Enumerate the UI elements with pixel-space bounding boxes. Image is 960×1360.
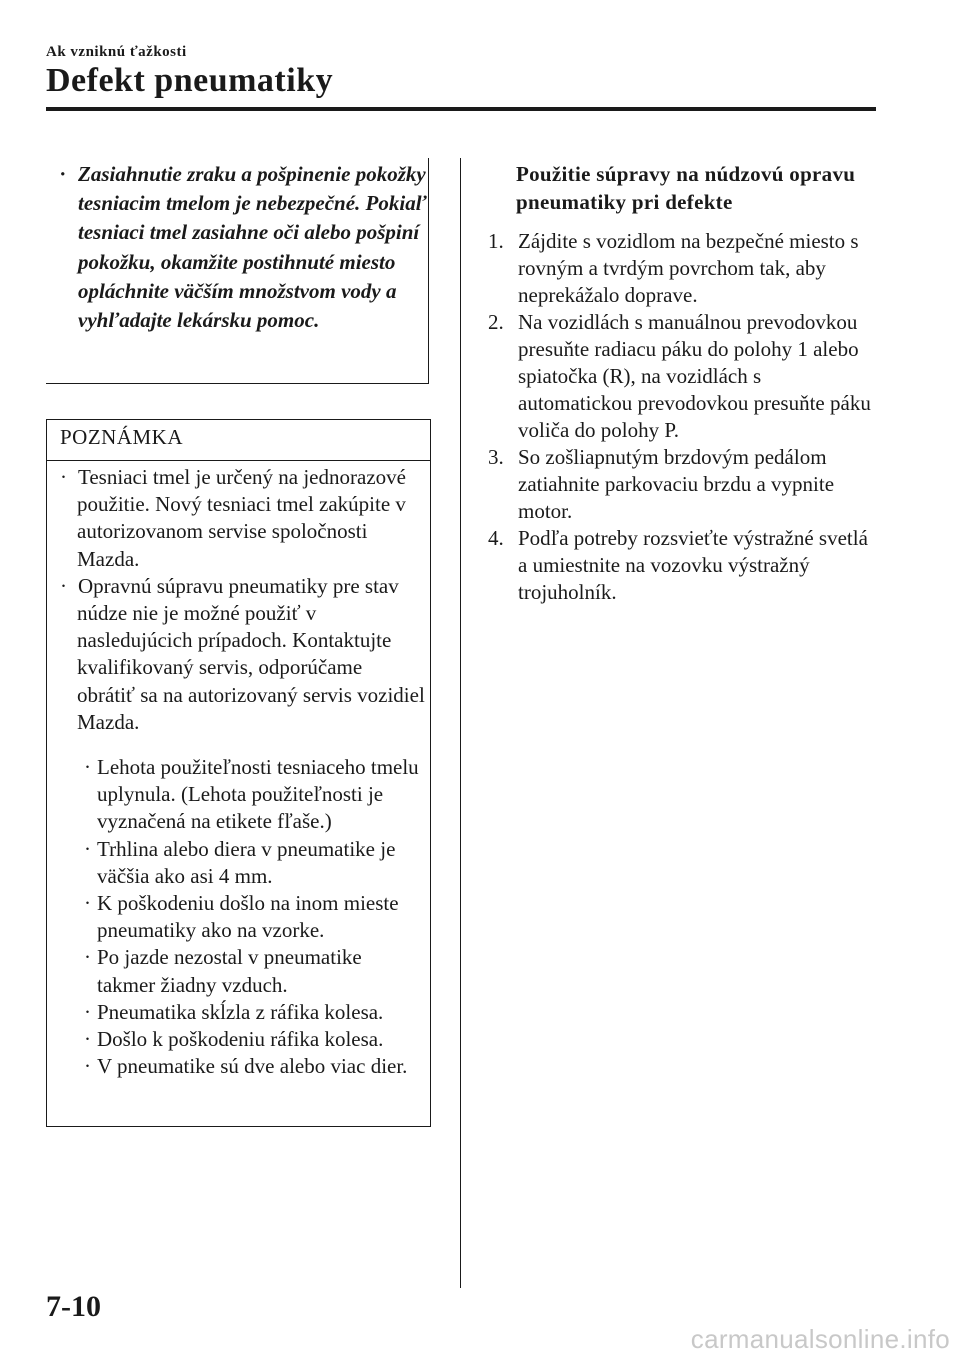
- step-number: 1.: [488, 229, 504, 253]
- note-item: [60, 573, 425, 736]
- page-number: 7-10: [46, 1290, 101, 1323]
- procedure-step: [488, 228, 878, 309]
- note-item: [60, 464, 425, 573]
- note-sub-item: [84, 1053, 425, 1080]
- bullet: ·: [84, 1054, 91, 1079]
- step-text: Na vozidlách s manuálnou prevodovkou presuňte radiacu páku do polohy 1 alebo spiatočka (R), na vozidlách s automatickou prevodovkou presuňte páku voliča do polohy P.: [518, 310, 871, 442]
- note-sub-item: [84, 890, 425, 944]
- step-text: Podľa potreby rozsvieťte výstražné svetlá a umiestnite na vozovku výstražný trojuholník.: [518, 526, 868, 604]
- note-sub-item-text: Pneumatika skĺzla z ráfika kolesa.: [97, 999, 384, 1024]
- column-divider: [460, 158, 461, 1288]
- bullet: ·: [60, 162, 66, 186]
- step-number: 3.: [488, 445, 504, 469]
- note-sub-item: [84, 754, 425, 836]
- note-sub-list: [60, 754, 425, 1080]
- note-sub-item-text: K poškodeniu došlo na inom mieste pneumatiky ako na vzorke.: [97, 891, 399, 943]
- procedure-steps: [488, 228, 878, 606]
- procedure-heading: Použitie súpravy na núdzovú opravu pneumatiky pri defekte: [516, 162, 856, 214]
- procedure-step: [488, 309, 878, 444]
- warning-text: [60, 160, 438, 335]
- note-sub-item: [84, 944, 425, 998]
- procedure-step: [488, 525, 878, 606]
- bullet: ·: [84, 945, 91, 970]
- note-sub-item-text: Trhlina alebo diera v pneumatike je väčšia ako asi 4 mm.: [97, 836, 396, 888]
- note-sub-item: [84, 836, 425, 890]
- title-rule: [46, 107, 876, 111]
- note-sub-item-text: V pneumatike sú dve alebo viac dier.: [97, 1054, 408, 1079]
- note-sub-item-text: Lehota použiteľnosti tesniaceho tmelu uplynula. (Lehota použiteľnosti je vyznačená na etikete fľaše.): [97, 755, 419, 834]
- bullet: ·: [84, 1027, 91, 1052]
- bullet: ·: [84, 836, 91, 861]
- note-sub-item-text: Došlo k poškodeniu ráfika kolesa.: [97, 1027, 384, 1052]
- warning-body: Zasiahnutie zraku a pošpinenie pokožky tesniacim tmelom je nebezpečné. Pokiaľ tesniaci tmel zasiahne oči alebo pošpiní pokožku, okamžite postihnuté miesto opláchnite väčším množstvom vody a vyhľadajte lekársku pomoc.: [78, 162, 427, 333]
- page-title: Defekt pneumatiky: [46, 62, 334, 99]
- step-text: So zošliapnutým brzdovým pedálom zatiahnite parkovaciu brzdu a vypnite motor.: [518, 445, 835, 523]
- bullet: ·: [84, 891, 91, 916]
- step-text: Zájdite s vozidlom na bezpečné miesto s rovným a tvrdým povrchom tak, aby neprekážalo doprave.: [518, 229, 859, 307]
- note-item-text: Tesniaci tmel je určený na jednorazové použitie. Nový tesniaci tmel zakúpite v autorizovanom servise spoločnosti Mazda.: [77, 465, 406, 571]
- note-sub-item-text: Po jazde nezostal v pneumatike takmer žiadny vzduch.: [97, 945, 362, 997]
- note-heading: POZNÁMKA: [60, 425, 184, 449]
- note-body: [60, 464, 425, 1080]
- bullet: ·: [84, 999, 91, 1024]
- step-number: 4.: [488, 526, 504, 550]
- watermark: carmanualsonline.info: [690, 1324, 950, 1354]
- note-item-text: Opravnú súpravu pneumatiky pre stav núdze nie je možné použiť v nasledujúcich prípadoch. Kontaktujte kvalifikovaný servis, odporúčame obrátiť sa na autorizovaný servis vozidiel Mazda.: [77, 573, 425, 734]
- step-number: 2.: [488, 310, 504, 334]
- note-sub-item: [84, 1026, 425, 1053]
- bullet: ·: [60, 465, 67, 489]
- bullet: ·: [60, 573, 67, 598]
- bullet: ·: [84, 755, 91, 780]
- procedure-step: [488, 444, 878, 525]
- note-separator: [46, 460, 431, 461]
- note-sub-item: [84, 999, 425, 1026]
- section-label: Ak vzniknú ťažkosti: [46, 44, 187, 60]
